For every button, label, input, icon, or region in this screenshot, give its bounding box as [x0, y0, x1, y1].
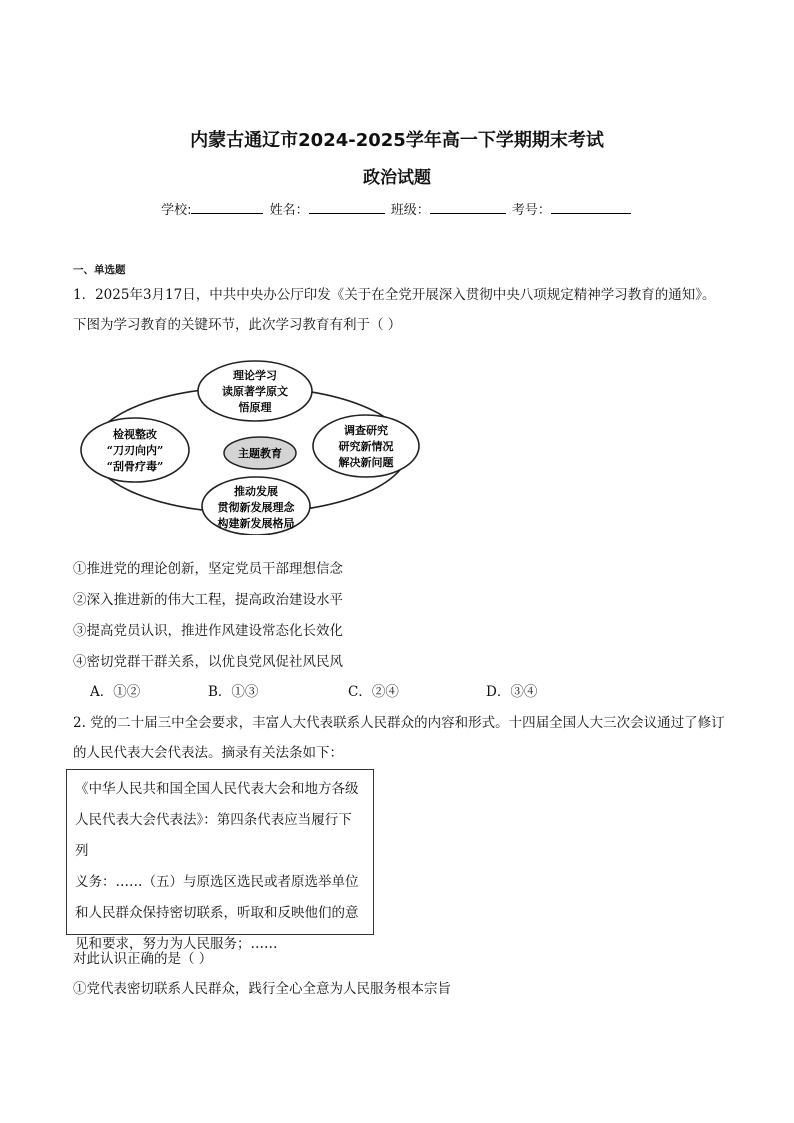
center-label: 主题教育: [238, 447, 282, 460]
top-label-2: 读原著学原文: [222, 385, 288, 398]
class-label: 班级：: [390, 203, 430, 218]
choice-b[interactable]: B．①③: [208, 684, 259, 700]
excerpt-line: 《中华人民共和国全国人民代表大会和地方各级: [75, 781, 359, 797]
excerpt-line: 义务：……（五）与原选区选民或者原选举单位: [75, 874, 359, 890]
q1-choices: [90, 680, 690, 700]
left-label-3: “刮骨疗毒”: [106, 460, 164, 473]
question-2-prompt: 对此认识正确的是（ ）: [73, 951, 213, 967]
page-title: 内蒙古通辽市2024-2025学年高一下学期期末考试: [190, 130, 604, 151]
class-blank[interactable]: [430, 201, 506, 214]
top-label-1: 理论学习: [233, 369, 277, 382]
name-blank[interactable]: [309, 201, 385, 214]
excerpt-line: 和人民群众保持密切联系，听取和反映他们的意: [75, 905, 359, 921]
excerpt-line: 人民代表大会代表法》：第四条代表应当履行下列: [75, 812, 352, 859]
exam-number-label: 考号：: [511, 203, 551, 218]
question-2-stem: 2. 党的二十届三中全会要求，丰富人大代表联系人民群众的内容和形式。十四届全国人大三次会议通过了修订的人民代表大会代表法。摘录有关法条如下：: [73, 715, 725, 761]
bottom-label-1: 推动发展: [234, 485, 278, 498]
school-label: 学校:: [161, 203, 192, 218]
bottom-label-2: 贯彻新发展理念: [217, 501, 295, 514]
page-subtitle: 政治试题: [363, 168, 431, 188]
q1-statement-3: ③提高党员认识，推进作风建设常态化长效化: [73, 623, 343, 639]
choice-c[interactable]: C．②④: [348, 684, 399, 700]
left-label-2: “刀刃向内”: [106, 444, 164, 457]
name-label: 姓名：: [269, 203, 309, 218]
left-label-1: 检视整改: [113, 428, 157, 441]
q1-statement-2: ②深入推进新的伟大工程，提高政治建设水平: [73, 592, 343, 608]
right-label-2: 研究新情况: [338, 440, 394, 453]
question-1-stem: 1．2025年3月17日，中共中央办公厅印发《关于在全党开展深入贯彻中央八项规定精神学习教育的通知》。下图为学习教育的关键环节，此次学习教育有利于（ ）: [73, 287, 716, 333]
exam-number-blank[interactable]: [551, 201, 631, 214]
school-blank[interactable]: [191, 201, 263, 214]
choice-a[interactable]: A．①②: [90, 684, 141, 700]
q1-statement-4: ④密切党群干群关系，以优良党风促社风民风: [73, 654, 343, 670]
top-label-3: 悟原理: [238, 401, 272, 414]
q2-statement-1: ①党代表密切联系人民群众，践行全心全意为人民服务根本宗旨: [73, 981, 451, 997]
section-heading: 一、单选题: [73, 264, 126, 276]
bottom-label-3: 构建新发展格局: [217, 517, 295, 530]
learning-cycle-diagram: [78, 357, 423, 535]
law-excerpt-box: [66, 769, 374, 952]
student-info-row: [0, 199, 794, 218]
q1-statement-1: ①推进党的理论创新，坚定党员干部理想信念: [73, 561, 343, 577]
choice-d[interactable]: D．③④: [486, 684, 538, 700]
excerpt-line: 见和要求，努力为人民服务；……: [75, 936, 278, 952]
right-label-1: 调查研究: [344, 424, 388, 437]
right-label-3: 解决新问题: [338, 456, 394, 469]
